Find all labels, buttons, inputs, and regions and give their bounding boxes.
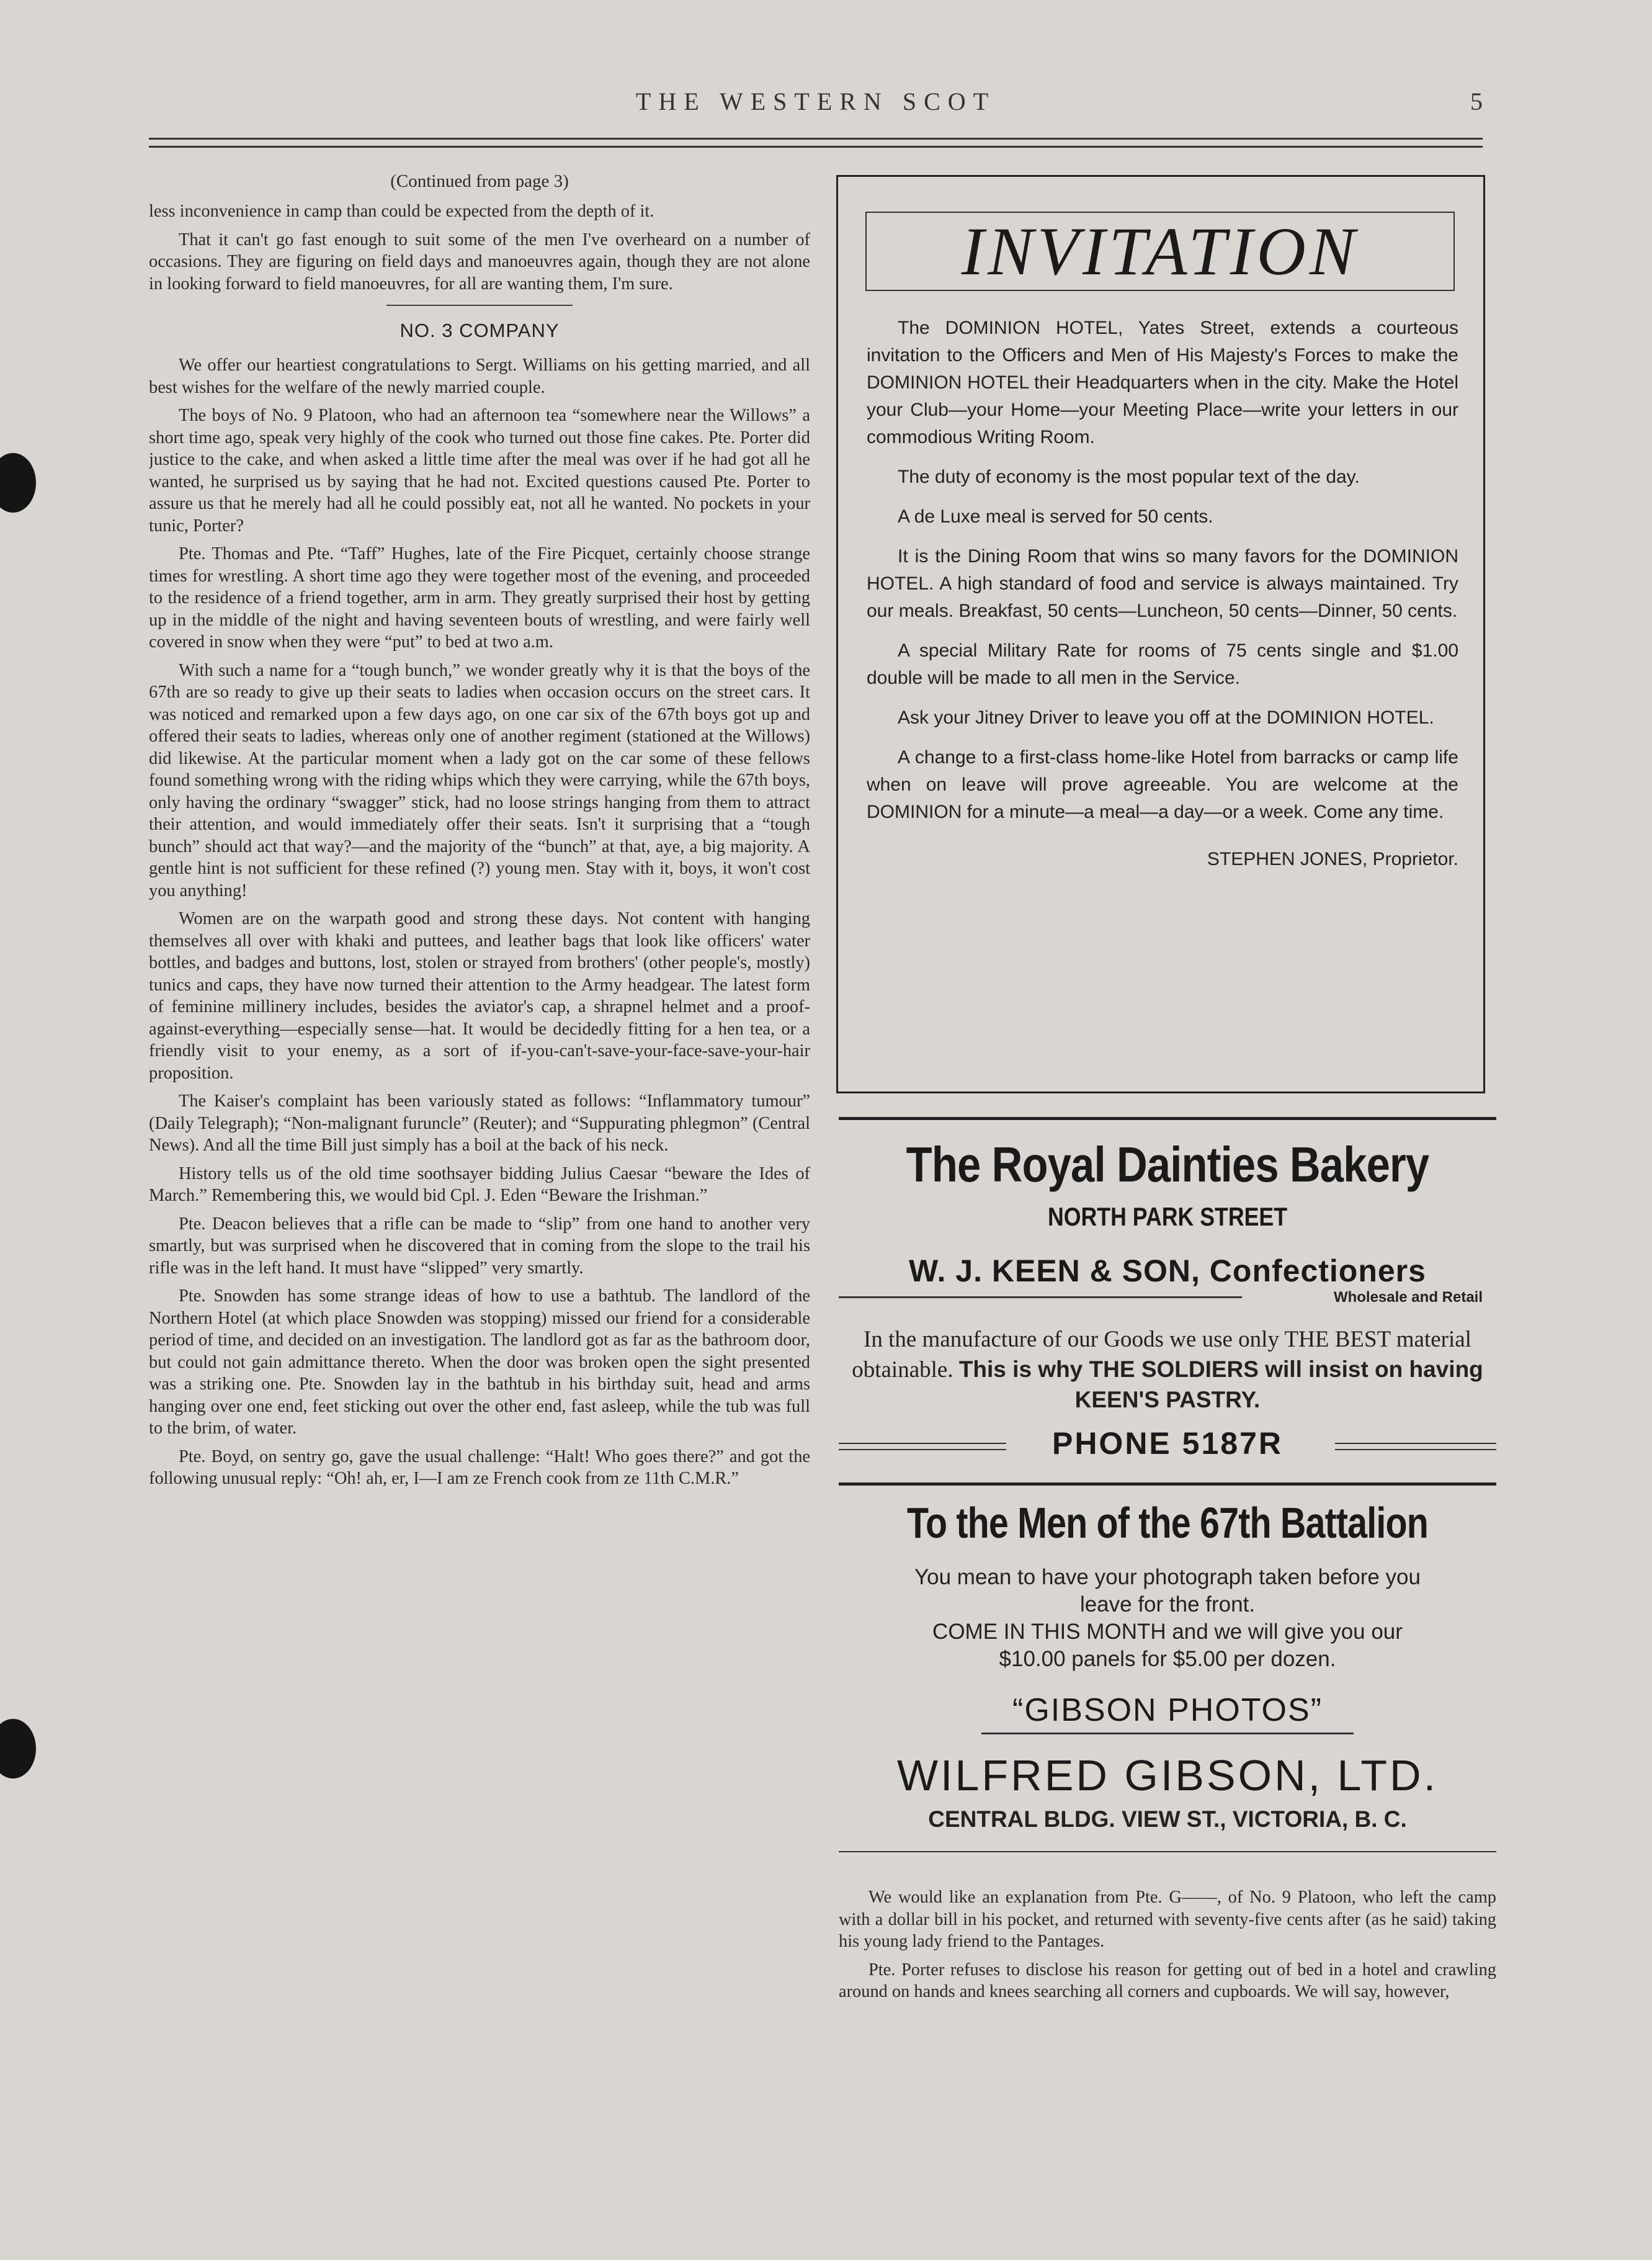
article-paragraph: less inconvenience in camp than could be expected from the depth of it. bbox=[149, 202, 654, 221]
article-paragraph: We would like an explanation from Pte. G——, of No. 9 Platoon, who left the camp with a dollar bill in his pocket, and returned with seventy-five cents after (as he said) taking his young lady friend to the Pantages. bbox=[839, 1888, 1496, 1951]
advertisements bbox=[839, 1117, 1496, 1852]
gibson-brand-rule bbox=[981, 1733, 1354, 1734]
article-paragraph: Pte. Porter refuses to disclose his reason for getting out of bed in a hotel and crawling around on hands and knees searching all corners and cupboards. We will say, however, bbox=[839, 1960, 1496, 2001]
invitation-paragraph: Ask your Jitney Driver to leave you off at the DOMINION HOTEL. bbox=[898, 707, 1434, 728]
ad-rule bbox=[839, 1851, 1496, 1852]
invitation-proprietor: STEPHEN JONES, Proprietor. bbox=[1207, 849, 1458, 869]
article-paragraph: Pte. Thomas and Pte. “Taff” Hughes, late of the Fire Picquet, certainly choose strange times for wrestling. A short time ago they were together most of the evening, and proceeded to the residence of a friend together, arm in arm. They greatly surprised their host by getting up in the middle of the night and having seventeen bouts of wrestling, and were fairly well covered in snow when they were “put” to bed at two a.m. bbox=[149, 544, 810, 652]
binder-hole-bottom bbox=[0, 1719, 36, 1778]
article-paragraph: History tells us of the old time soothsayer bidding Julius Caesar “beware the Ides of March.” Remembering this, we would bid Cpl. J. Eden “Beware the Irishman.” bbox=[149, 1164, 810, 1205]
article-paragraph: Pte. Snowden has some strange ideas of how to use a bathtub. The landlord of the Northern Hotel (at which place Snowden was stopping) missed our friend for a considerable period of time, and decided on an investigation. The landlord got as far as the bathroom door, but could not gain admittance thereto. When the door was broken open the sight presented was a striking one. Pte. Snowden lay in the bathtub in his birthday suit, head and arms hanging over one end, feet sticking out over the other end, fast asleep, while the tub was full to the brim, of water. bbox=[149, 1286, 810, 1438]
gibson-brand: “GIBSON PHOTOS” bbox=[1012, 1692, 1323, 1728]
invitation-paragraph: A de Luxe meal is served for 50 cents. bbox=[898, 506, 1213, 527]
page-header bbox=[149, 87, 1483, 124]
gibson-line-1: You mean to have your photograph taken before you leave for the front. bbox=[914, 1565, 1421, 1617]
invitation-body bbox=[838, 291, 1483, 873]
bakery-copy bbox=[839, 1325, 1496, 1415]
article-paragraph: The Kaiser's complaint has been variously stated as follows: “Inflammatory tumour” (Daily Telegraph); “Non-malignant furuncle” (Reuter); and “Suppurating phlegmon” (Central News). And all the time Bill just simply has a boil at the back of his neck. bbox=[149, 1092, 810, 1155]
article-paragraph: The boys of No. 9 Platoon, who had an afternoon tea “somewhere near the Willows” a short time ago, speak very highly of the cook who turned out those fine cakes. Pte. Porter did justice to the cake, and when asked a little time after the meal was over if he had got all he wanted, he surprised us by saying that he had not. Excited questions caused Pte. Porter to assure us that he merely had all he could possibly eat, not all he wanted. No pockets in your tunic, Porter? bbox=[149, 406, 810, 536]
right-column-text bbox=[839, 1886, 1496, 2009]
article-paragraph: That it can't go fast enough to suit some of the men I've overheard on a number of occasions. They are figuring on field days and manoeuvres again, though they are not alone in looking forward to field manoeuvres, for all are wanting them, I'm sure. bbox=[149, 230, 810, 294]
article-paragraph: We offer our heartiest congratulations to Sergt. Williams on his getting married, and all best wishes for the welfare of the newly married couple. bbox=[149, 356, 810, 397]
section-title: NO. 3 COMPANY bbox=[400, 320, 560, 341]
article-paragraph: Pte. Boyd, on sentry go, gave the usual challenge: “Halt! Who goes there?” and got the following unusual reply: “Oh! ah, er, I—I am ze French cook from ze 11th C.M.R.” bbox=[149, 1446, 810, 1488]
header-double-rule bbox=[149, 138, 1483, 148]
ad-rule bbox=[839, 1117, 1496, 1120]
gibson-company: WILFRED GIBSON, LTD. bbox=[896, 1751, 1439, 1800]
article-paragraph: Pte. Deacon believes that a rifle can be made to “slip” from one hand to another very smartly, but was surprised when he discovered that in coming from the slope to the trail his rifle was in the left hand. It must have “slipped” very smartly. bbox=[149, 1214, 810, 1278]
phone-number: PHONE 5187R bbox=[1051, 1426, 1284, 1461]
invitation-title: INVITATION bbox=[961, 213, 1359, 289]
invitation-paragraph: A special Military Rate for rooms of 75 cents single and $1.00 double will be made to all men in the Service. bbox=[867, 640, 1458, 688]
gibson-heading: To the Men of the 67th Battalion bbox=[906, 1499, 1429, 1547]
left-column bbox=[149, 168, 810, 2066]
invitation-paragraph: The duty of economy is the most popular text of the day. bbox=[898, 467, 1360, 487]
bakery-copy-bold: This is why THE SOLDIERS will insist on having KEEN'S PASTRY. bbox=[958, 1356, 1483, 1412]
bakery-firm: W. J. KEEN & SON, Confectioners bbox=[909, 1253, 1426, 1288]
invitation-paragraph: It is the Dining Room that wins so many favors for the DOMINION HOTEL. A high standard of food and service is always maintained. Try our meals. Breakfast, 50 cents—Luncheon, 50 cents—Dinner, 50 cents. bbox=[867, 546, 1458, 621]
gibson-line-2: COME IN THIS MONTH and we will give you our $10.00 panels for $5.00 per dozen. bbox=[932, 1620, 1403, 1671]
bakery-name: The Royal Dainties Bakery bbox=[906, 1137, 1429, 1192]
publication-title: THE WESTERN SCOT bbox=[635, 87, 996, 115]
invitation-ad bbox=[836, 175, 1485, 1093]
binder-hole-top bbox=[0, 453, 36, 513]
wholesale-row bbox=[839, 1289, 1496, 1314]
section-divider bbox=[386, 305, 573, 306]
phone-row bbox=[839, 1425, 1496, 1470]
invitation-title-box bbox=[865, 212, 1455, 291]
page-number: 5 bbox=[1470, 87, 1483, 115]
wholesale-rule bbox=[839, 1296, 1242, 1298]
invitation-paragraph: The DOMINION HOTEL, Yates Street, extends a courteous invitation to the Officers and Men of His Majesty's Forces to make the DOMINION HOTEL their Headquarters when in the city. Make the Hotel your Club—your Home—your Meeting Place—write your letters in our commodious Writing Room. bbox=[867, 318, 1458, 447]
bakery-street: NORTH PARK STREET bbox=[1047, 1202, 1288, 1231]
gibson-address: CENTRAL BLDG. VIEW ST., VICTORIA, B. C. bbox=[928, 1806, 1407, 1832]
bakery-copy-plain: In the manufacture of our Goods we use only THE BEST material obtainable. bbox=[852, 1327, 1471, 1383]
ad-rule bbox=[839, 1482, 1496, 1486]
wholesale-label: Wholesale and Retail bbox=[1333, 1289, 1483, 1306]
gibson-copy bbox=[839, 1564, 1496, 1673]
invitation-paragraph: A change to a first-class home-like Hotel from barracks or camp life when on leave will prove agreeable. You are welcome at the DOMINION for a minute—a meal—a day—or a week. Come any time. bbox=[867, 747, 1458, 822]
article-paragraph: Women are on the warpath good and strong these days. Not content with hanging themselves all over with khaki and puttees, and leather bags that look like officers' water bottles, and badges and buttons, lost, stolen or strayed from brothers' (other people's, mostly) tunics and caps, they have now turned their attention to the Army headgear. The latest form of feminine millinery includes, besides the aviator's cap, a shrapnel helmet and a proof-against-everything—especially sense—hat. It would be decidedly fitting for a hen tea, or a friendly visit to your enemy, as a sort of if-you-can't-save-your-face-save-your-hair proposition. bbox=[149, 909, 810, 1083]
continued-note: (Continued from page 3) bbox=[390, 171, 569, 191]
article-paragraph: With such a name for a “tough bunch,” we wonder greatly why it is that the boys of the 67th are so ready to give up their seats to ladies when occasion occurs on the street cars. It was noticed and remarked upon a few days ago, on one car six of the 67th boys got up and offered their seats to ladies, whereas only one of another regiment (stationed at the Willows) did likewise. At the particular moment when a lady got on the car some of these fellows found something wrong with the riding whips which they were carrying, while the 67th boys, only having the ordinary “swagger” stick, had no loose strings hanging from them to attract their attention, and would immediately offer their seats. Isn't it surprising that a “tough bunch” should act that way?—and the majority of the “bunch” at that, aye, a big majority. A gentle hint is not sufficient for these refined (?) young men. Stay with it, boys, it won't cost you anything! bbox=[149, 660, 810, 900]
